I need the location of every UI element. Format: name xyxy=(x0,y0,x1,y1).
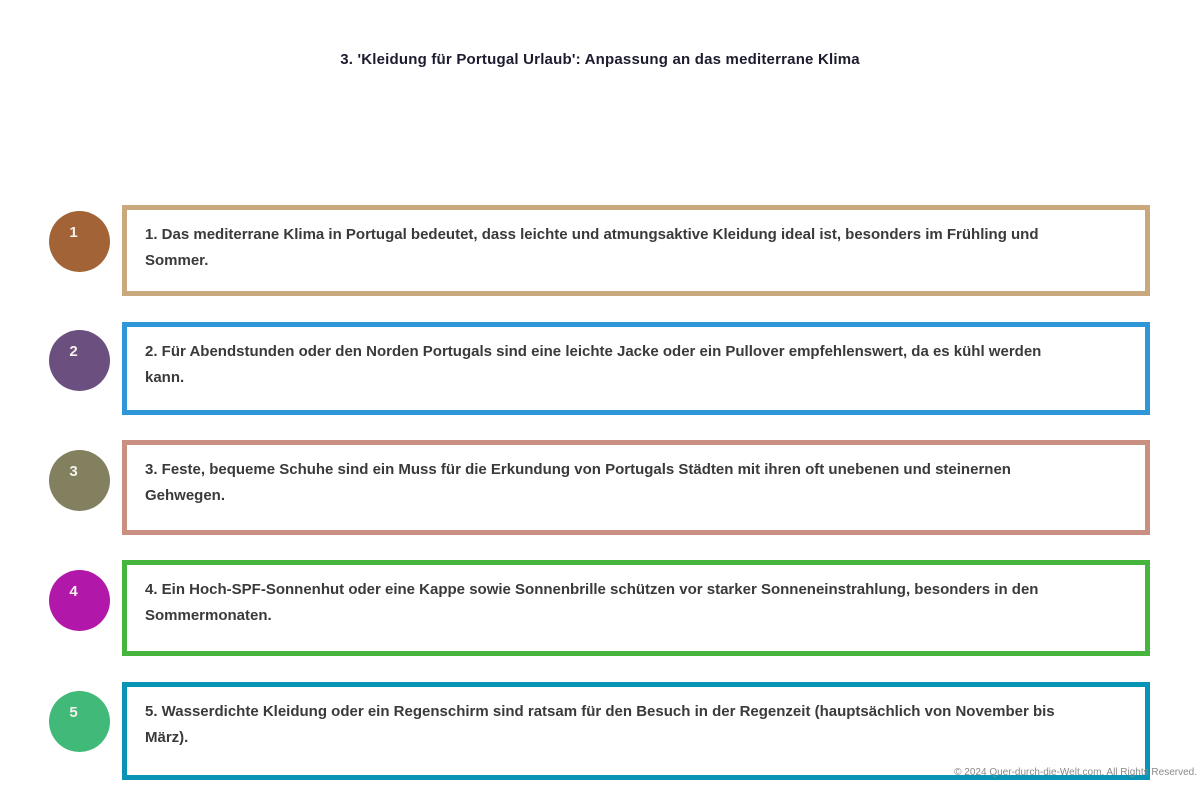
item-number-badge xyxy=(49,211,110,272)
item-number-badge xyxy=(49,330,110,391)
item-box xyxy=(122,560,1150,656)
item-number: 4 xyxy=(69,583,78,600)
item-number: 5 xyxy=(69,704,78,721)
item-box xyxy=(122,682,1150,780)
item-text: 2. Für Abendstunden oder den Norden Portugals sind eine leichte Jacke oder ein Pullover empfehlenswert, da es kühl werden kann. xyxy=(145,343,1042,386)
item-number: 2 xyxy=(69,343,78,360)
item-number-badge xyxy=(49,691,110,752)
item-box xyxy=(122,322,1150,415)
item-text: 1. Das mediterrane Klima in Portugal bedeutet, dass leichte und atmungsaktive Kleidung ideal ist, besonders im Frühling und Sommer. xyxy=(145,226,1039,269)
item-number-badge xyxy=(49,570,110,631)
item-number: 3 xyxy=(69,463,78,480)
item-number-badge xyxy=(49,450,110,511)
copyright-notice: © 2024 Quer-durch-die-Welt.com. All Rights Reserved. xyxy=(954,767,1197,778)
item-text: 4. Ein Hoch-SPF-Sonnenhut oder eine Kappe sowie Sonnenbrille schützen vor starker Sonneneinstrahlung, besonders in den Sommermonaten. xyxy=(145,581,1039,624)
page-title: 3. 'Kleidung für Portugal Urlaub': Anpassung an das mediterrane Klima xyxy=(340,51,860,68)
item-box xyxy=(122,205,1150,296)
item-number: 1 xyxy=(69,224,78,241)
item-text: 3. Feste, bequeme Schuhe sind ein Muss für die Erkundung von Portugals Städten mit ihren oft unebenen und steinernen Gehwegen. xyxy=(145,461,1011,504)
item-box xyxy=(122,440,1150,535)
item-text: 5. Wasserdichte Kleidung oder ein Regenschirm sind ratsam für den Besuch in der Regenzeit (hauptsächlich von November bis März). xyxy=(145,703,1055,746)
